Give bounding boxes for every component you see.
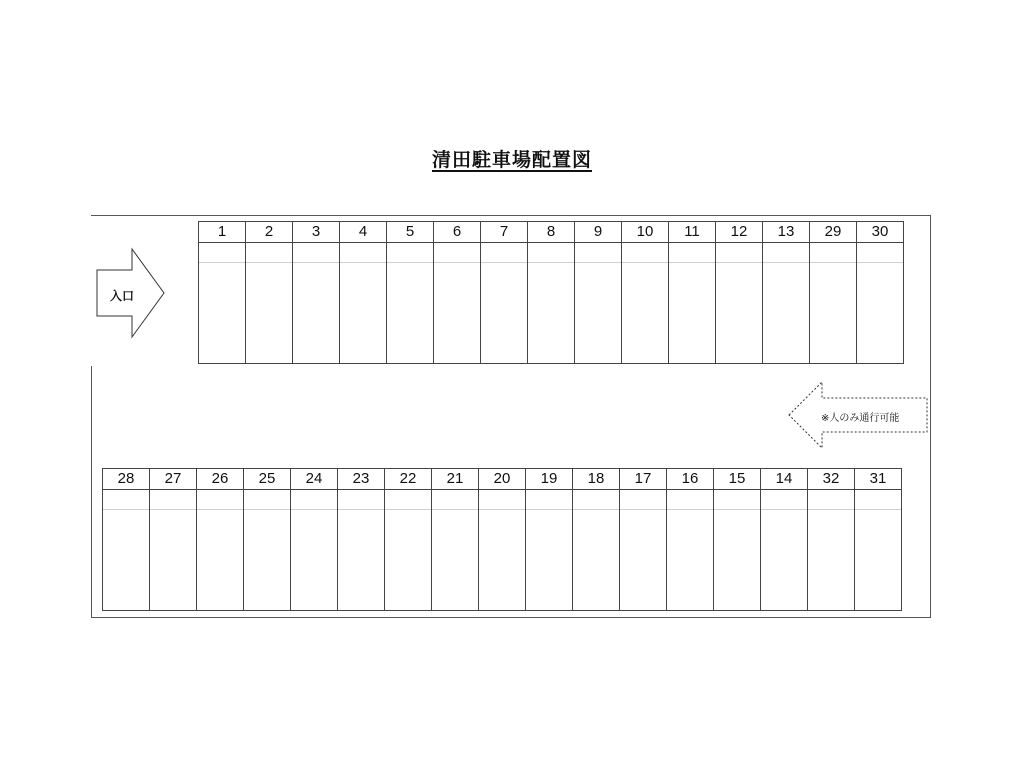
parking-space-number: 1 bbox=[199, 222, 245, 243]
parking-space-divider bbox=[857, 262, 903, 263]
page-title: 清田駐車場配置図 bbox=[431, 149, 592, 171]
parking-space-divider bbox=[291, 509, 337, 510]
parking-space-number: 21 bbox=[432, 469, 478, 490]
parking-space-number: 2 bbox=[246, 222, 292, 243]
parking-space-number: 11 bbox=[669, 222, 715, 243]
parking-space bbox=[620, 468, 667, 611]
parking-space-number: 20 bbox=[479, 469, 525, 490]
parking-space-divider bbox=[150, 509, 196, 510]
parking-space-divider bbox=[432, 509, 478, 510]
parking-space bbox=[293, 221, 340, 364]
entrance-label: 入口 bbox=[110, 289, 135, 303]
parking-space-divider bbox=[669, 262, 715, 263]
parking-space-number: 4 bbox=[340, 222, 386, 243]
parking-space-divider bbox=[481, 262, 527, 263]
parking-space bbox=[432, 468, 479, 611]
parking-space-number: 32 bbox=[808, 469, 854, 490]
parking-space-number: 13 bbox=[763, 222, 809, 243]
parking-space-number: 16 bbox=[667, 469, 713, 490]
parking-space-divider bbox=[810, 262, 856, 263]
parking-space-number: 18 bbox=[573, 469, 619, 490]
parking-space bbox=[481, 221, 528, 364]
parking-space bbox=[622, 221, 669, 364]
parking-space bbox=[667, 468, 714, 611]
parking-space bbox=[810, 221, 857, 364]
parking-space bbox=[434, 221, 481, 364]
parking-space-divider bbox=[526, 509, 572, 510]
parking-space-divider bbox=[761, 509, 807, 510]
parking-space-number: 22 bbox=[385, 469, 431, 490]
parking-space-divider bbox=[528, 262, 574, 263]
parking-space-number: 8 bbox=[528, 222, 574, 243]
parking-space-divider bbox=[340, 262, 386, 263]
parking-space-number: 10 bbox=[622, 222, 668, 243]
parking-space-number: 26 bbox=[197, 469, 243, 490]
parking-space-divider bbox=[293, 262, 339, 263]
parking-space bbox=[338, 468, 385, 611]
parking-space bbox=[150, 468, 197, 611]
parking-space-number: 30 bbox=[857, 222, 903, 243]
parking-space-divider bbox=[763, 262, 809, 263]
parking-space-divider bbox=[622, 262, 668, 263]
parking-space bbox=[291, 468, 338, 611]
parking-space-divider bbox=[103, 509, 149, 510]
lot-boundary-left bbox=[91, 366, 92, 618]
parking-space-number: 28 bbox=[103, 469, 149, 490]
parking-space bbox=[244, 468, 291, 611]
parking-space bbox=[857, 221, 904, 364]
parking-space-number: 25 bbox=[244, 469, 290, 490]
parking-space-divider bbox=[434, 262, 480, 263]
parking-space-divider bbox=[575, 262, 621, 263]
parking-space bbox=[761, 468, 808, 611]
parking-space-divider bbox=[716, 262, 762, 263]
parking-space-number: 23 bbox=[338, 469, 384, 490]
parking-space bbox=[387, 221, 434, 364]
parking-space bbox=[197, 468, 244, 611]
parking-space bbox=[573, 468, 620, 611]
parking-space-divider bbox=[620, 509, 666, 510]
parking-space-number: 6 bbox=[434, 222, 480, 243]
lot-boundary-top bbox=[91, 215, 931, 216]
parking-row-bottom bbox=[102, 468, 902, 611]
parking-space-divider bbox=[714, 509, 760, 510]
parking-space bbox=[340, 221, 387, 364]
parking-space bbox=[808, 468, 855, 611]
parking-space bbox=[855, 468, 902, 611]
parking-space-number: 29 bbox=[810, 222, 856, 243]
parking-space-number: 17 bbox=[620, 469, 666, 490]
parking-space-number: 3 bbox=[293, 222, 339, 243]
parking-space-divider bbox=[246, 262, 292, 263]
parking-space bbox=[714, 468, 761, 611]
lot-boundary-bottom bbox=[91, 617, 931, 618]
parking-space-number: 27 bbox=[150, 469, 196, 490]
parking-space bbox=[669, 221, 716, 364]
parking-space-divider bbox=[338, 509, 384, 510]
parking-space-number: 14 bbox=[761, 469, 807, 490]
parking-space-divider bbox=[479, 509, 525, 510]
parking-space-divider bbox=[387, 262, 433, 263]
parking-row-top bbox=[198, 221, 904, 364]
parking-space bbox=[199, 221, 246, 364]
parking-space bbox=[479, 468, 526, 611]
parking-space-number: 12 bbox=[716, 222, 762, 243]
parking-space bbox=[528, 221, 575, 364]
parking-space bbox=[103, 468, 150, 611]
parking-space-divider bbox=[385, 509, 431, 510]
parking-space-number: 5 bbox=[387, 222, 433, 243]
parking-space bbox=[763, 221, 810, 364]
parking-space-divider bbox=[244, 509, 290, 510]
parking-space bbox=[575, 221, 622, 364]
parking-space-divider bbox=[855, 509, 901, 510]
parking-space-divider bbox=[197, 509, 243, 510]
parking-space-number: 15 bbox=[714, 469, 760, 490]
parking-space-number: 7 bbox=[481, 222, 527, 243]
parking-space bbox=[246, 221, 293, 364]
parking-space-divider bbox=[573, 509, 619, 510]
parking-space-divider bbox=[808, 509, 854, 510]
parking-space-number: 31 bbox=[855, 469, 901, 490]
parking-space-divider bbox=[199, 262, 245, 263]
parking-space-number: 19 bbox=[526, 469, 572, 490]
parking-space-number: 24 bbox=[291, 469, 337, 490]
parking-space bbox=[716, 221, 763, 364]
parking-space bbox=[526, 468, 573, 611]
walkway-note: ※人のみ通行可能 bbox=[821, 413, 900, 424]
parking-space bbox=[385, 468, 432, 611]
parking-space-number: 9 bbox=[575, 222, 621, 243]
parking-space-divider bbox=[667, 509, 713, 510]
